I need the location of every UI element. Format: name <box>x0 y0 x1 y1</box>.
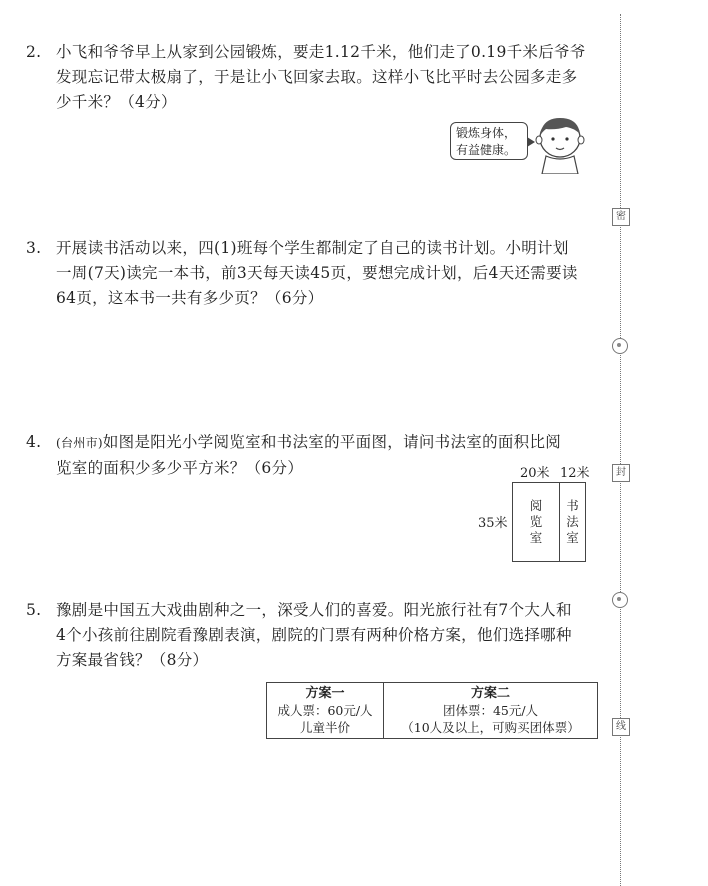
plan-two-group-price: 团体票：45元/人 <box>442 703 539 718</box>
plan-two-condition: （10人及以上，可购买团体票） <box>401 720 580 735</box>
seal-tag: 封 <box>612 464 630 482</box>
bubble-text: 有益健康。 <box>456 143 517 157</box>
question-text-line: 小飞和爷爷早上从家到公园锻炼，要走1.12千米，他们走了0.19千米后爷爷 <box>56 43 586 61</box>
question-text-line: 览室的面积少多少平方米？（6分） <box>56 459 304 477</box>
question-5 <box>26 598 606 673</box>
plan-one-title: 方案一 <box>305 686 345 701</box>
dimension-label-reading-room-width: 20米 <box>520 466 550 481</box>
question-number: 5. <box>26 601 42 619</box>
question-text-line: 4个小孩前往剧院看豫剧表演，剧院的门票有两种价格方案，他们选择哪种 <box>56 626 572 644</box>
dimension-label-calligraphy-room-width: 12米 <box>560 466 590 481</box>
binding-hole-icon <box>612 592 628 608</box>
perforation-line <box>620 14 621 886</box>
reading-room <box>513 483 560 561</box>
dimension-label-length: 35米 <box>478 516 508 531</box>
seal-tag: 密 <box>612 208 630 226</box>
plan-two-title: 方案二 <box>470 686 510 701</box>
reading-room-label: 阅览室 <box>529 498 543 545</box>
question-3 <box>26 236 606 311</box>
binding-hole-icon <box>612 338 628 354</box>
question-source: (台州市) <box>56 436 103 450</box>
plan-two-cell <box>384 683 598 739</box>
question-text-line: 豫剧是中国五大戏曲剧种之一，深受人们的喜爱。阳光旅行社有7个大人和 <box>56 601 572 619</box>
boy-illustration <box>530 112 592 174</box>
question-text-line: 如图是阳光小学阅览室和书法室的平面图，请问书法室的面积比阅 <box>102 433 562 451</box>
question-text-line: 发现忘记带太极扇了，于是让小飞回家去取。这样小飞比平时去公园多走多 <box>56 68 578 86</box>
question-number: 2. <box>26 43 42 61</box>
question-4 <box>26 430 606 481</box>
floor-plan <box>512 482 586 562</box>
question-text-line: 64页，这本书一共有多少页？（6分） <box>56 289 324 307</box>
question-number: 4. <box>26 433 42 451</box>
question-text-line: 一周(7天)读完一本书，前3天每天读45页，要想完成计划，后4天还需要读 <box>56 264 578 282</box>
ticket-price-table <box>266 682 598 739</box>
calligraphy-room-label: 书法室 <box>566 498 579 545</box>
question-text-line: 少千米？（4分） <box>56 93 177 111</box>
question-text-line: 方案最省钱？（8分） <box>56 651 209 669</box>
speech-bubble <box>450 122 528 160</box>
seal-tag: 线 <box>612 718 630 736</box>
calligraphy-room <box>560 483 585 561</box>
question-2 <box>26 40 606 115</box>
plan-one-child-price: 儿童半价 <box>299 720 350 735</box>
plan-one-cell <box>267 683 384 739</box>
bubble-text: 锻炼身体， <box>456 126 517 140</box>
question-number: 3. <box>26 239 42 257</box>
question-text-line: 开展读书活动以来，四(1)班每个学生都制定了自己的读书计划。小明计划 <box>56 239 569 257</box>
plan-one-adult-price: 成人票：60元/人 <box>277 703 373 718</box>
